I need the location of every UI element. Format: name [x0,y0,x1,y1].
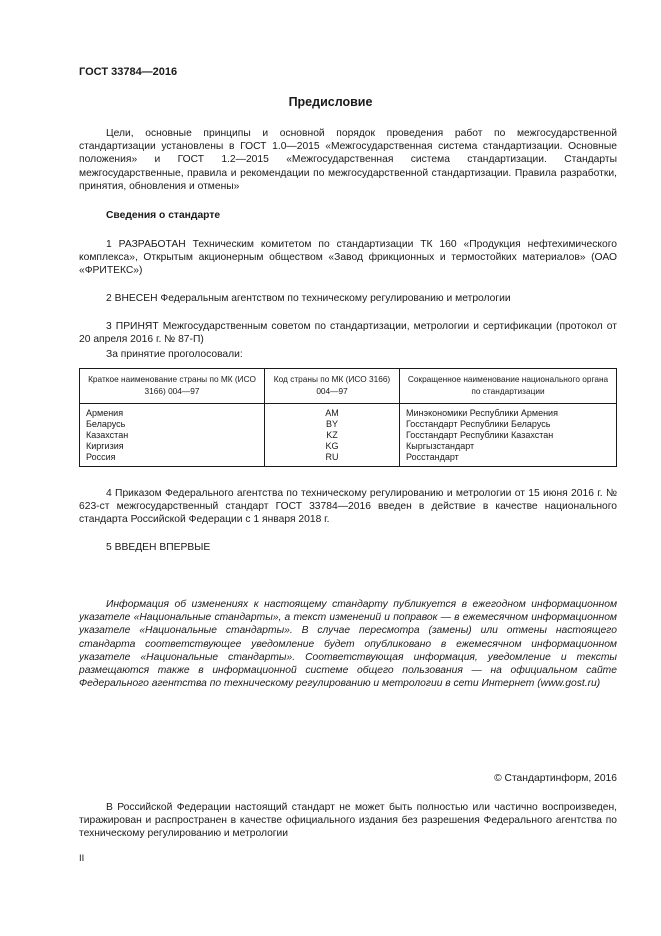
copyright-line: © Стандартинформ, 2016 [494,773,617,784]
body-cell: Минэкономики Республики Армения [406,408,558,418]
restriction-paragraph [79,801,617,841]
intro-text: Цели, основные принципы и основной порядок проведения работ по межгосударственной стандартизации установлены в ГОСТ 1.0—2015 «Межгосударственная система стандартизации. Основные положения» и ГОСТ 1.2—2015 «Межгосударственная система стандартизации. Стандарты межгосударственные, правила и рекомендации по межгосударственной стандартизации. Правила разработки, принятия, обновления и отмены» [79,128,617,192]
table-row [80,430,617,441]
item-5-text: 5 ВВЕДЕН ВПЕРВЫЕ [106,542,211,553]
item-4-paragraph [79,487,617,527]
standard-code-header: ГОСТ 33784—2016 [79,66,178,78]
country-cell: Россия [80,452,265,467]
table-row [80,419,617,430]
item-3-text: 3 ПРИНЯТ Межгосударственным советом по стандартизации, метрологии и сертификации (протокол от 20 апреля 2016 г. № 87-П) [79,321,617,346]
body-cell: Росстандарт [406,452,459,462]
voted-label: За принятие проголосовали: [106,349,243,360]
item-4-text: 4 Приказом Федерального агентства по техническому регулированию и метрологии от 15 июня 2016 г. № 623-ст межгосударственный стандарт ГОСТ 33784—2016 введен в действие в качестве национального стандарта Российской Федерации с 1 января 2018 г. [79,488,617,526]
item-1-text: 1 РАЗРАБОТАН Техническим комитетом по стандартизации ТК 160 «Продукция нефтехимического комплекса», Открытым акционерным обществом «Завод фрикционных и термостойких материалов» (ОАО «ФРИТЕКС») [79,239,617,277]
code-cell: AM [265,404,400,420]
body-cell: Госстандарт Республики Казахстан [406,430,554,440]
country-cell: Киргизия [80,441,265,452]
table-row [80,404,617,420]
country-cell: Армения [80,404,265,420]
table-header-row [80,369,617,404]
restriction-text: В Российской Федерации настоящий стандарт не может быть полностью или частично воспроизведен, тиражирован и распространен в качестве официального издания без разрешения Федерального агентства по техническому регулированию и метрологии [79,802,617,840]
intro-paragraph [79,127,617,193]
country-cell: Казахстан [80,430,265,441]
code-cell: KG [265,441,400,452]
column-header-country: Краткое наименование страны по МК (ИСО 3166) 004—97 [80,369,265,404]
column-header-code: Код страны по МК (ИСО 3166) 004—97 [265,369,400,404]
item-1-paragraph [79,238,617,278]
code-cell: BY [265,419,400,430]
notice-paragraph [79,598,617,690]
code-cell: KZ [265,430,400,441]
country-cell: Беларусь [80,419,265,430]
item-2-paragraph [79,292,617,305]
code-cell: RU [265,452,400,467]
page-number: II [79,853,85,864]
item-2-text: 2 ВНЕСЕН Федеральным агентством по техническому регулированию и метрологии [106,293,511,304]
body-cell: Госстандарт Республики Беларусь [406,419,551,429]
column-header-body: Сокращенное наименование национального органа по стандартизации [400,369,617,404]
countries-table [79,368,617,467]
info-heading: Сведения о стандарте [106,210,221,221]
item-5-paragraph [79,541,617,554]
table-row [80,441,617,452]
table-row [80,452,617,467]
body-cell: Кыргызстандарт [406,441,475,451]
notice-text: Информация об изменениях к настоящему стандарту публикуется в ежегодном информационном указателе «Национальные стандарты», а текст изменений и поправок — в ежемесячном информационном указателе «Национальные стандарты». В случае пересмотра (замены) или отмены настоящего стандарта соответствующее уведомление будет опубликовано в ежемесячном информационном указателе «Национальные стандарты». Соответствующая информация, уведомление и тексты размещаются также в информационной системе общего пользования — на официальном сайте Федерального агентства по техническому регулированию и метрологии в сети Интернет (www.gost.ru) [79,599,617,690]
item-3-paragraph [79,320,617,346]
page-title: Предисловие [288,95,373,109]
